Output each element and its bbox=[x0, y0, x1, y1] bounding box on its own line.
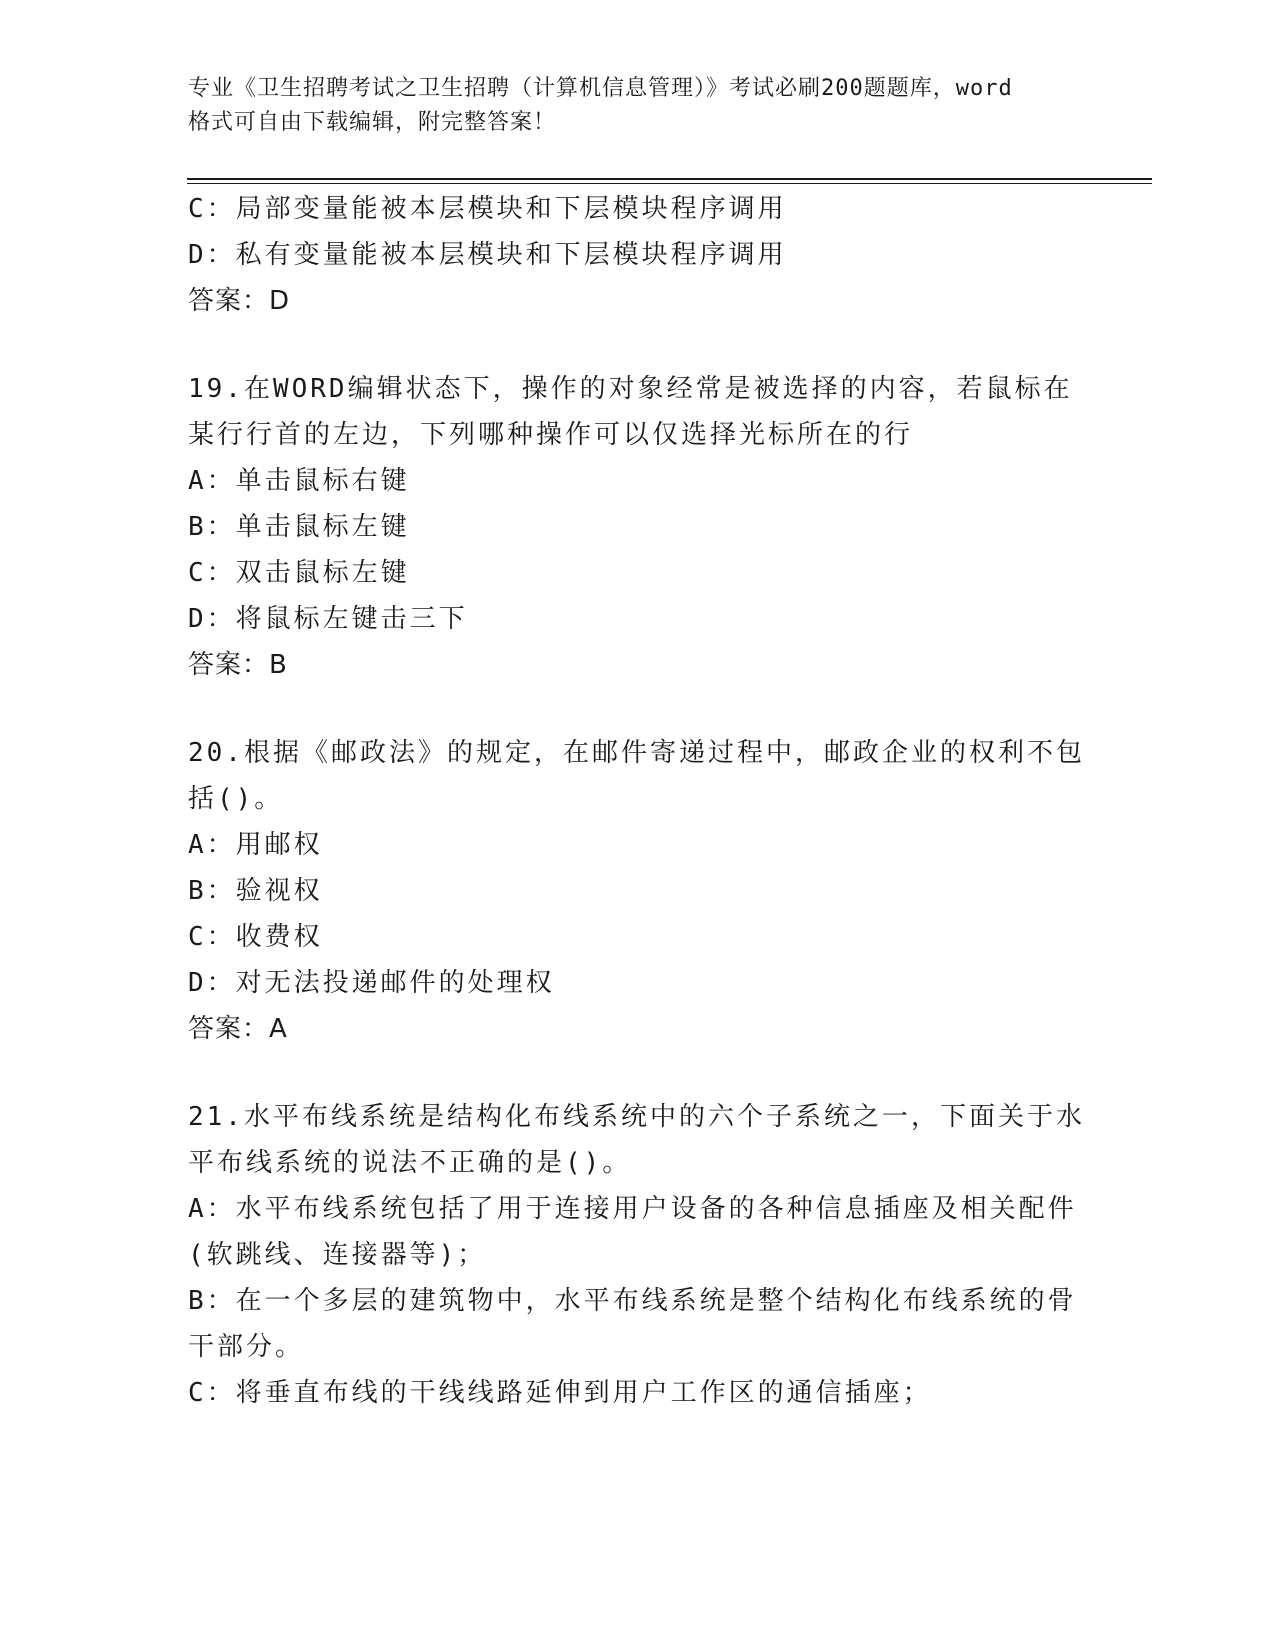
header-line-1: 专业《卫生招聘考试之卫生招聘（计算机信息管理）》考试必刷200题题库，word bbox=[188, 76, 1013, 101]
question-19 bbox=[188, 366, 1088, 688]
option-c: C：收费权 bbox=[188, 922, 323, 952]
question-stem: 平布线系统的说法不正确的是()。 bbox=[188, 1148, 632, 1178]
option-d: D：私有变量能被本层模块和下层模块程序调用 bbox=[188, 240, 787, 270]
option-a: A：用邮权 bbox=[188, 830, 323, 860]
question-stem: 括()。 bbox=[188, 784, 284, 814]
option-a: A：单击鼠标右键 bbox=[188, 466, 410, 496]
document-body bbox=[188, 186, 1088, 1416]
option-b: B：在一个多层的建筑物中，水平布线系统是整个结构化布线系统的骨 bbox=[188, 1286, 1077, 1316]
option-c: C：局部变量能被本层模块和下层模块程序调用 bbox=[188, 194, 787, 224]
header-line-2: 格式可自由下载编辑，附完整答案！ bbox=[188, 110, 557, 135]
question-18-continued bbox=[188, 186, 1088, 324]
answer-line: 答案：A bbox=[188, 1014, 288, 1044]
spacer bbox=[188, 1052, 1088, 1094]
option-d: D：将鼠标左键击三下 bbox=[188, 604, 468, 634]
option-a-continued: (软跳线、连接器等)； bbox=[188, 1240, 487, 1270]
option-b: B：验视权 bbox=[188, 876, 323, 906]
question-stem: 19.在WORD编辑状态下，操作的对象经常是被选择的内容，若鼠标在 bbox=[188, 374, 1073, 404]
option-a: A：水平布线系统包括了用于连接用户设备的各种信息插座及相关配件 bbox=[188, 1194, 1077, 1224]
document-header bbox=[188, 72, 1088, 140]
header-divider bbox=[187, 178, 1152, 184]
option-b: B：单击鼠标左键 bbox=[188, 512, 410, 542]
spacer bbox=[188, 324, 1088, 366]
option-c: C：双击鼠标左键 bbox=[188, 558, 410, 588]
question-20 bbox=[188, 730, 1088, 1052]
answer-line: 答案：D bbox=[188, 286, 291, 316]
question-stem: 20.根据《邮政法》的规定，在邮件寄递过程中，邮政企业的权利不包 bbox=[188, 738, 1085, 768]
spacer bbox=[188, 688, 1088, 730]
option-b-continued: 干部分。 bbox=[188, 1332, 305, 1362]
option-d: D：对无法投递邮件的处理权 bbox=[188, 968, 555, 998]
option-c: C：将垂直布线的干线线路延伸到用户工作区的通信插座； bbox=[188, 1378, 932, 1408]
answer-line: 答案：B bbox=[188, 650, 288, 680]
question-stem: 某行行首的左边，下列哪种操作可以仅选择光标所在的行 bbox=[188, 420, 914, 450]
question-21 bbox=[188, 1094, 1088, 1416]
question-stem: 21.水平布线系统是结构化布线系统中的六个子系统之一，下面关于水 bbox=[188, 1102, 1085, 1132]
